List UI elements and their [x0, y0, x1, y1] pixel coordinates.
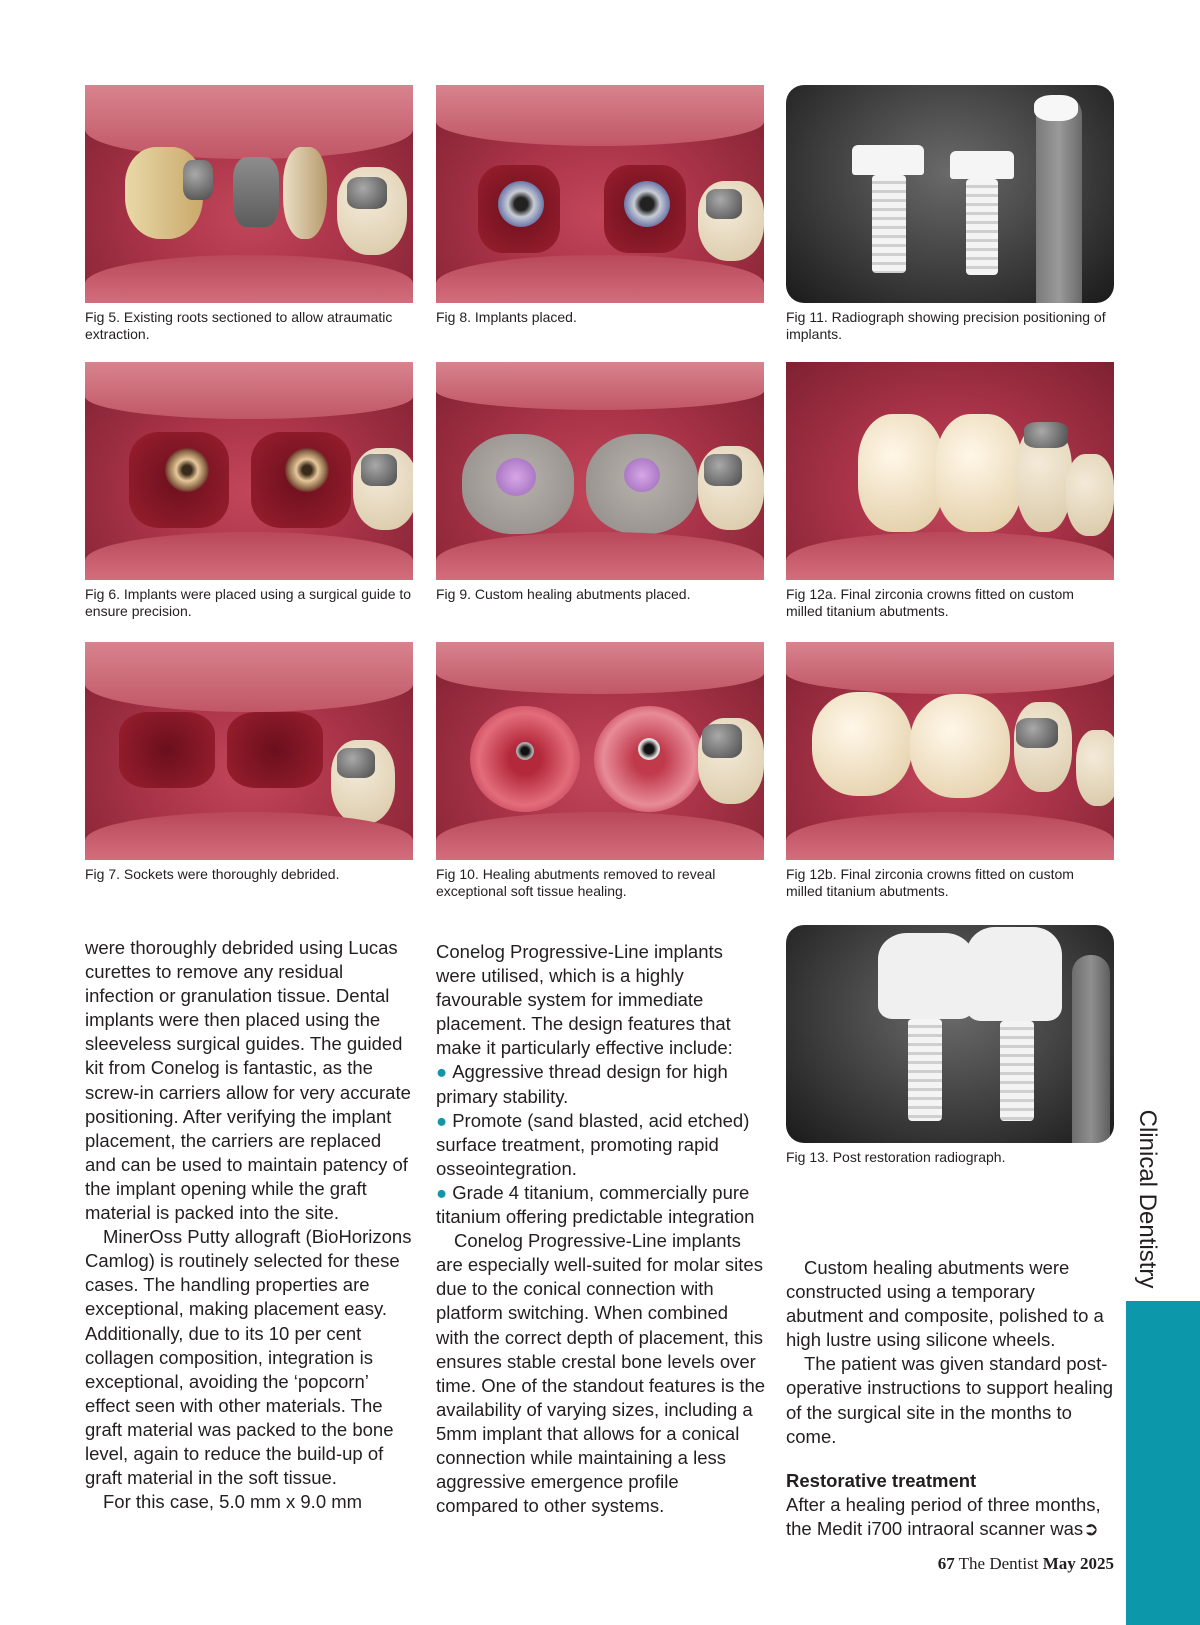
implant-image [1000, 1021, 1034, 1121]
radiograph-post-restoration [786, 925, 1114, 1143]
body-paragraph: Conelog Progressive-Line implants were utilised, which is a highly favourable system for immediate placement. The design features that make it particularly effective include: [436, 941, 733, 1059]
lower-lip [436, 812, 764, 860]
body-paragraph: Custom healing abutments were constructed using a temporary abutment and composite, polished to a high lustre using silicone wheels. [786, 1257, 1104, 1351]
lower-lip [85, 255, 413, 303]
upper-lip [786, 642, 1114, 694]
photo-implants-placed [436, 85, 764, 303]
implant-image [908, 1019, 942, 1121]
figure-caption: Fig 10. Healing abutments removed to reveal exceptional soft tissue healing. [436, 866, 716, 899]
filling-image [361, 454, 397, 486]
lower-lip [85, 812, 413, 860]
filling-image [704, 454, 742, 486]
tooth-root-image [1072, 955, 1110, 1143]
tooth-image [1066, 454, 1114, 536]
bullet-item: ● Promote (sand blasted, acid etched) surface treatment, promoting rapid osseointegration. [436, 1109, 766, 1181]
lower-lip [436, 532, 764, 580]
socket-image [119, 712, 215, 788]
tooth-image [1076, 730, 1114, 806]
radiograph-implants [786, 85, 1114, 303]
figure-5 [85, 85, 413, 343]
figure-6 [85, 362, 413, 620]
crown-image [966, 927, 1062, 1021]
upper-lip [436, 85, 764, 146]
paragraph-text: After a healing period of three months, the Medit i700 intraoral scanner was [786, 1493, 1101, 1539]
crown-image [812, 692, 912, 796]
upper-lip [85, 362, 413, 419]
publication-name: The Dentist [958, 1554, 1039, 1573]
filling-image [337, 748, 375, 778]
photo-existing-roots [85, 85, 413, 303]
figure-12b [786, 642, 1114, 900]
lower-lip [786, 532, 1114, 580]
figure-7 [85, 642, 413, 883]
figure-caption: Fig 11. Radiograph showing precision positioning of implants. [786, 309, 1106, 342]
section-heading: Restorative treatment [786, 1469, 977, 1491]
bullet-item: ● Aggressive thread design for high primary stability. [436, 1060, 766, 1108]
body-paragraph [786, 1493, 1116, 1541]
photo-surgical-guide [85, 362, 413, 580]
filling-image [702, 724, 742, 758]
socket-image [227, 712, 323, 788]
lower-lip [85, 532, 413, 580]
implant-image [638, 738, 660, 760]
figure-caption: Fig 6. Implants were placed using a surgical guide to ensure precision. [85, 586, 412, 619]
implant-image [624, 181, 670, 227]
upper-lip [85, 642, 413, 712]
figure-10 [436, 642, 764, 900]
implant-image [872, 175, 906, 273]
figure-caption: Fig 12b. Final zirconia crowns fitted on custom milled titanium abutments. [786, 866, 1074, 899]
bullet-item: ● Grade 4 titanium, commercially pure titanium offering predictable integration [436, 1181, 766, 1229]
body-paragraph: For this case, 5.0 mm x 9.0 mm [103, 1491, 363, 1513]
implant-image [498, 181, 544, 227]
composite-image [624, 458, 660, 492]
figure-caption: Fig 7. Sockets were thoroughly debrided. [85, 866, 340, 882]
page-number: 67 [937, 1554, 955, 1573]
body-paragraph: were thoroughly debrided using Lucas curettes to remove any residual infection or granulation tissue. Dental implants were then placed using the sleeveless surgical guides. The guided kit from Conelog is fantastic, as the screw-in carriers allow for very accurate positioning. After verifying the implant placement, the carriers are replaced and can be used to maintain patency of the implant opening while the graft material is packed into the site. [85, 937, 411, 1224]
implant-image [165, 448, 209, 492]
section-label: Clinical Dentistry [1134, 1109, 1161, 1289]
upper-lip [436, 642, 764, 694]
filling-image [233, 157, 279, 227]
figure-caption: Fig 8. Implants placed. [436, 309, 577, 325]
body-paragraph: MinerOss Putty allograft (BioHorizons Camlog) is routinely selected for these cases. The handling properties are exceptional, making placement easy. Additionally, due to its 10 per cent collagen composition, integration is exceptional, avoiding the ‘popcorn’ effect seen with other materials. The graft material was packed to the bone level, again to reduce the build-up of graft material in the soft tissue. [85, 1226, 412, 1489]
figure-8 [436, 85, 764, 326]
figure-caption: Fig 5. Existing roots sectioned to allow atraumatic extraction. [85, 309, 393, 342]
body-column-2 [436, 940, 766, 1518]
filling-image [347, 177, 387, 209]
upper-lip [436, 362, 764, 410]
filling-image [183, 160, 213, 200]
lower-lip [436, 255, 764, 303]
figure-caption: Fig 12a. Final zirconia crowns fitted on custom milled titanium abutments. [786, 586, 1074, 619]
accent-tab [1126, 1301, 1200, 1625]
filling-image [1024, 422, 1068, 448]
composite-image [496, 458, 536, 496]
crown-image [936, 414, 1022, 532]
implant-image [285, 448, 329, 492]
figure-12a [786, 362, 1114, 620]
photo-debrided-sockets [85, 642, 413, 860]
body-column-1 [85, 936, 415, 1514]
issue-date: May 2025 [1042, 1554, 1114, 1573]
crown-image [878, 933, 974, 1019]
photo-final-crowns-occlusal [786, 642, 1114, 860]
crown-image [910, 694, 1010, 798]
photo-final-crowns-side [786, 362, 1114, 580]
implant-image [516, 742, 534, 760]
photo-soft-tissue-healing [436, 642, 764, 860]
continue-arrow-icon: ➲ [1083, 1517, 1099, 1539]
implant-head-image [852, 145, 924, 175]
implant-image [966, 179, 998, 275]
figure-caption: Fig 9. Custom healing abutments placed. [436, 586, 691, 602]
figure-11 [786, 85, 1114, 343]
implant-head-image [950, 151, 1014, 179]
lower-lip [786, 812, 1114, 860]
figure-caption: Fig 13. Post restoration radiograph. [786, 1149, 1006, 1165]
crown-image [858, 414, 944, 532]
figure-9 [436, 362, 764, 603]
filling-image [706, 189, 742, 219]
filling-image [1016, 718, 1058, 748]
photo-healing-abutments [436, 362, 764, 580]
upper-lip [85, 85, 413, 159]
figure-13 [786, 925, 1114, 1166]
filling-image [1034, 95, 1078, 121]
body-paragraph: The patient was given standard post-operative instructions to support healing of the surgical site in the months to come. [786, 1353, 1114, 1447]
root-image [283, 147, 327, 239]
tooth-root-image [1036, 95, 1082, 303]
body-column-3 [786, 1256, 1116, 1541]
body-paragraph: Conelog Progressive-Line implants are especially well-suited for molar sites due to the conical connection with platform switching. When combined with the correct depth of placement, this ensures stable crestal bone levels over time. One of the standout features is the availability of varying sizes, including a 5mm implant that allows for a conical connection while maintaining a less aggressive emergence profile compared to other systems. [436, 1230, 766, 1517]
page-footer [938, 1554, 1114, 1574]
